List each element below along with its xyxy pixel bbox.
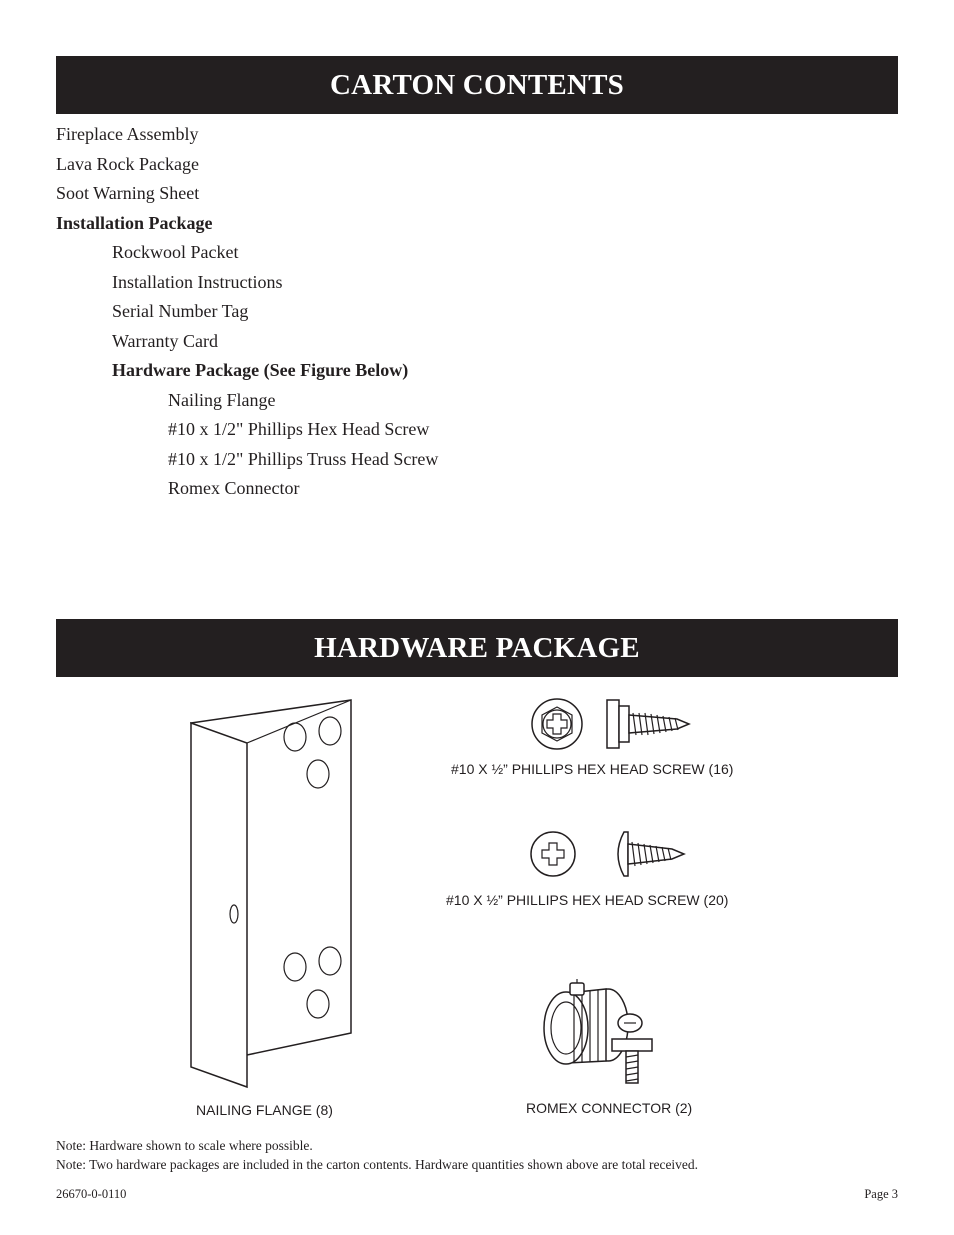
list-item: Warranty Card	[112, 330, 219, 351]
page-number: Page 3	[864, 1187, 898, 1201]
truss-head-screw-top-icon	[528, 829, 578, 879]
list-item: Soot Warning Sheet	[56, 183, 200, 203]
list-item: Installation Instructions	[112, 271, 283, 292]
list-item: #10 x 1/2" Phillips Hex Head Screw	[168, 419, 430, 439]
romex-connector-illustration	[540, 975, 670, 1087]
romex-connector-caption: ROMEX CONNECTOR (2)	[526, 1100, 693, 1116]
note-quantities: Note: Two hardware packages are included in the carton contents. Hardware quantities shown above are total received.	[56, 1157, 699, 1172]
list-item: #10 x 1/2" Phillips Truss Head Screw	[168, 448, 439, 469]
carton-contents-header	[56, 56, 898, 114]
list-item: Rockwool Packet	[112, 242, 239, 262]
document-number: 26670-0-0110	[56, 1187, 127, 1201]
notes	[56, 1136, 698, 1174]
list-item: Romex Connector	[168, 478, 300, 498]
carton-contents-title: CARTON CONTENTS	[330, 68, 624, 101]
hardware-package-title: HARDWARE PACKAGE	[314, 631, 640, 664]
carton-contents-list	[56, 120, 438, 504]
hex-head-screw-top-icon	[528, 697, 586, 751]
list-item: Nailing Flange	[168, 389, 276, 410]
nailing-flange-illustration	[185, 695, 360, 1095]
hex-head-screw-side-icon	[605, 697, 695, 751]
note-scale: Note: Hardware shown to scale where possible.	[56, 1138, 313, 1153]
nailing-flange-caption: NAILING FLANGE (8)	[196, 1102, 333, 1118]
truss-head-screw-side-icon	[610, 829, 688, 879]
hardware-package-header	[56, 619, 898, 677]
list-item: Lava Rock Package	[56, 153, 199, 174]
list-item-installation-package: Installation Package	[56, 212, 213, 233]
list-item: Fireplace Assembly	[56, 124, 199, 144]
truss-head-screw-caption: #10 X ½” PHILLIPS HEX HEAD SCREW (20)	[446, 892, 729, 908]
hex-head-screw-caption: #10 X ½” PHILLIPS HEX HEAD SCREW (16)	[451, 761, 734, 777]
list-item: Serial Number Tag	[112, 301, 249, 321]
list-item-hardware-package: Hardware Package (See Figure Below)	[112, 360, 409, 380]
